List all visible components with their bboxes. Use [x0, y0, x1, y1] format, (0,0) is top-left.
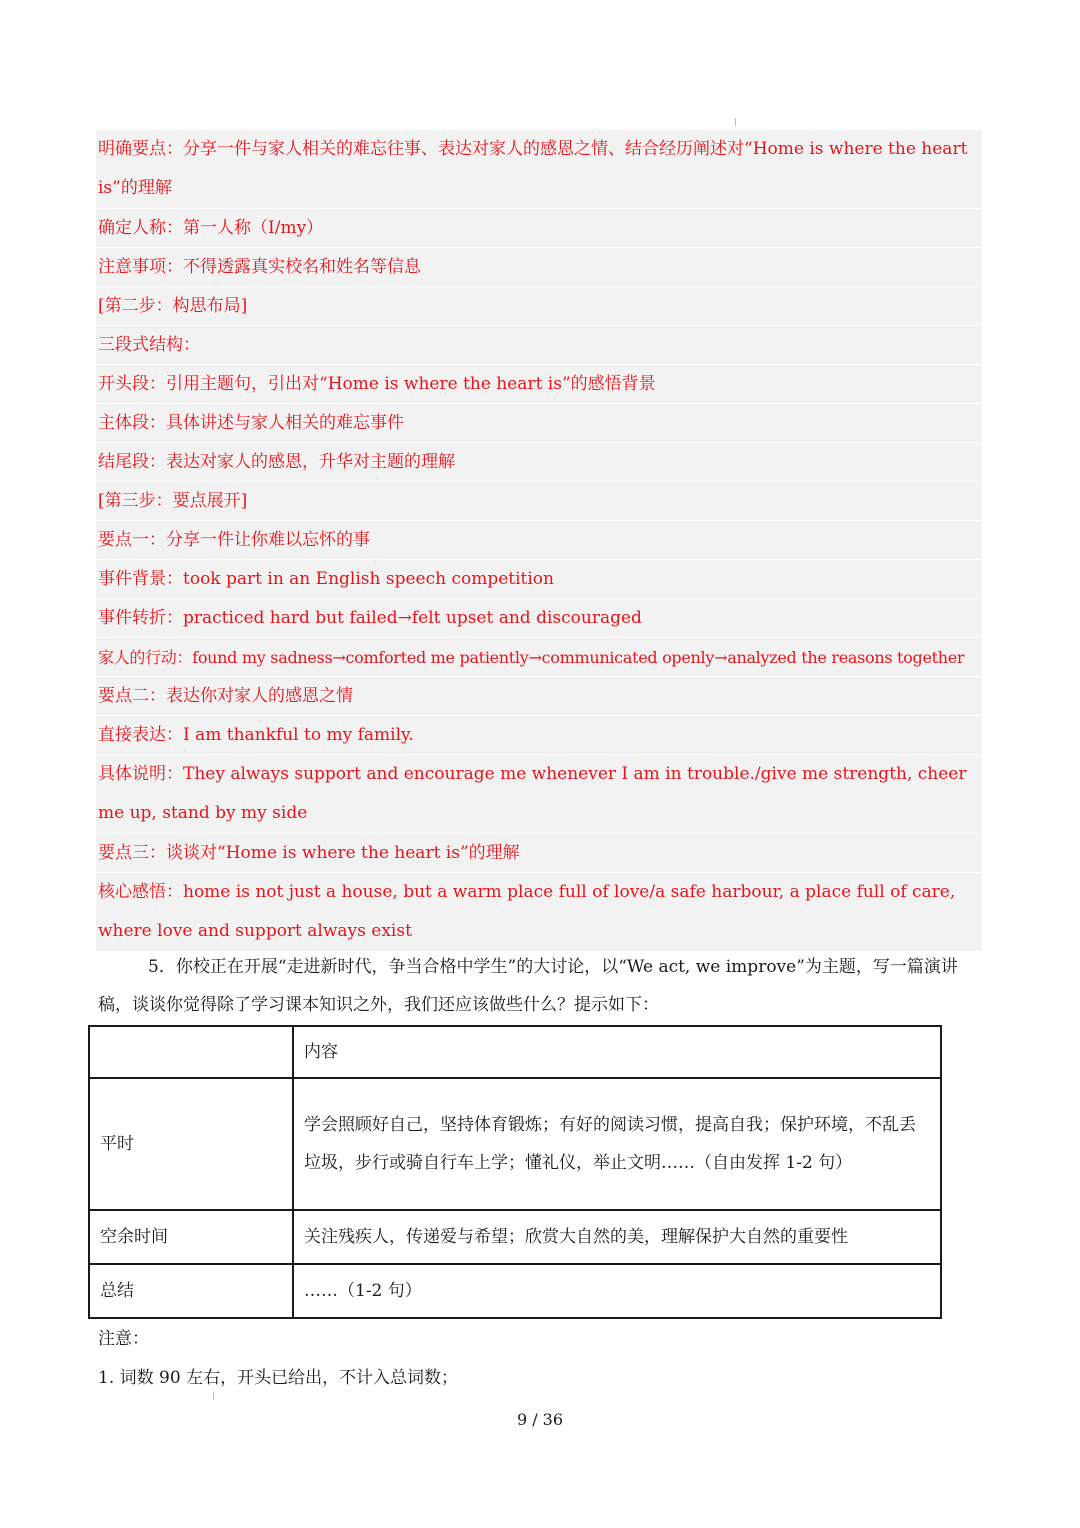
table-header-cell [89, 1026, 293, 1078]
question-5: 5．你校正在开展“走进新时代，争当合格中学生”的大讨论，以“We act, we improve”为主题，写一篇演讲稿，谈谈你觉得除了学习课本知识之外，我们还应该做些什么？提示如下： [98, 957, 958, 1015]
table-header-cell: 内容 [293, 1026, 941, 1078]
writing-guide-block [96, 130, 982, 952]
table-cell-content: 学会照顾好自己，坚持体育锻炼；有好的阅读习惯，提高自我；保护环境，不乱丢垃圾，步行或骑自行车上学；懂礼仪，举止文明……（自由发挥 1-2 句） [293, 1078, 941, 1210]
page-number: 9 / 36 [516, 1410, 564, 1429]
table-cell-content: 关注残疾人，传递爱与希望；欣赏大自然的美，理解保护大自然的重要性 [293, 1210, 941, 1264]
prompt-table [88, 1025, 942, 1319]
table-cell-content: ……（1-2 句） [293, 1264, 941, 1318]
guide-line: 三段式结构： [96, 326, 982, 365]
guide-line: 开头段：引用主题句，引出对“Home is where the heart is”的感悟背景 [96, 365, 982, 404]
guide-line: [第三步：要点展开] [96, 482, 982, 521]
table-cell-label: 平时 [89, 1078, 293, 1210]
guide-line: 要点一：分享一件让你难以忘怀的事 [96, 521, 982, 560]
guide-line: 事件背景：took part in an English speech competition [96, 560, 982, 599]
scan-mark [213, 1392, 214, 1400]
guide-line: 家人的行动：found my sadness→comforted me patiently→communicated openly→analyzed the reasons together [96, 638, 982, 677]
notes-title: 注意： [98, 1329, 149, 1349]
guide-line: 具体说明：They always support and encourage me whenever I am in trouble./give me strength, cheer me up, stand by my side [96, 755, 982, 834]
table-row [89, 1078, 941, 1210]
table-cell-label: 空余时间 [89, 1210, 293, 1264]
table-row [89, 1264, 941, 1318]
guide-line: 事件转折：practiced hard but failed→felt upset and discouraged [96, 599, 982, 638]
table-row [89, 1210, 941, 1264]
scan-mark [735, 118, 736, 126]
guide-line: 结尾段：表达对家人的感恩，升华对主题的理解 [96, 443, 982, 482]
guide-line: [第二步：构思布局] [96, 287, 982, 326]
guide-line: 要点三：谈谈对“Home is where the heart is”的理解 [96, 834, 982, 873]
guide-line: 注意事项：不得透露真实校名和姓名等信息 [96, 248, 982, 287]
guide-line: 直接表达：I am thankful to my family. [96, 716, 982, 755]
table-cell-label: 总结 [89, 1264, 293, 1318]
note-item: 1. 词数 90 左右，开头已给出，不计入总词数； [98, 1368, 459, 1388]
guide-line: 核心感悟：home is not just a house, but a warm place full of love/a safe harbour, a place full of care, where love and support always exist [96, 873, 982, 952]
guide-line: 确定人称：第一人称（I/my） [96, 209, 982, 248]
table-row [89, 1026, 941, 1078]
guide-line: 主体段：具体讲述与家人相关的难忘事件 [96, 404, 982, 443]
guide-line: 明确要点：分享一件与家人相关的难忘往事、表达对家人的感恩之情、结合经历阐述对“Home is where the heart is”的理解 [96, 130, 982, 209]
guide-line: 要点二：表达你对家人的感恩之情 [96, 677, 982, 716]
